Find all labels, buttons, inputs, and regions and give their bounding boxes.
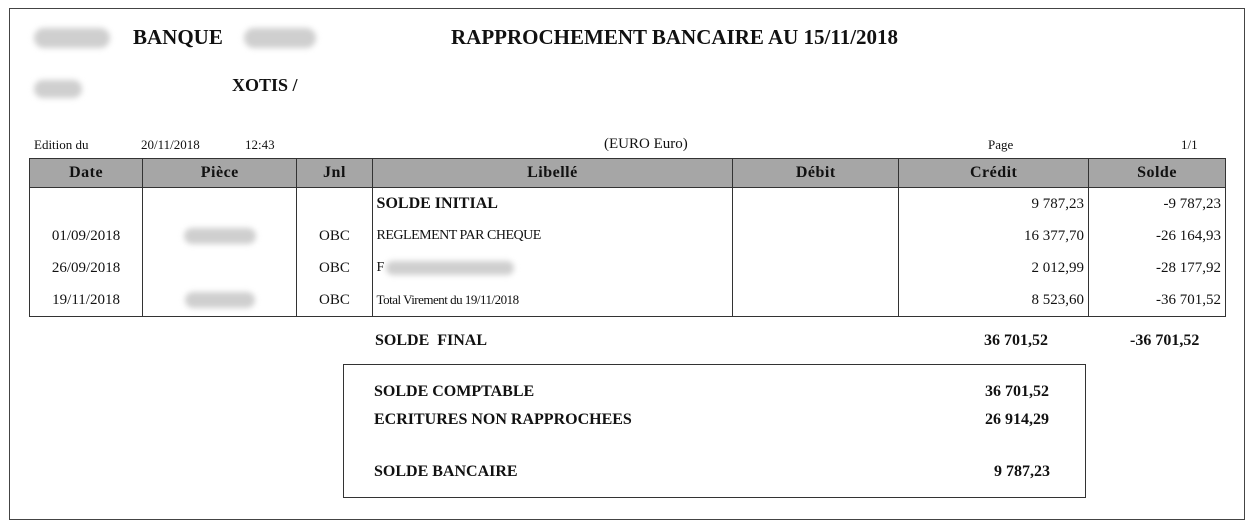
solde-final-credit: 36 701,52 [984,332,1048,349]
col-credit: Crédit [899,159,1089,188]
solde-comptable-value: 36 701,52 [985,383,1049,400]
cell-solde: -28 177,92 [1089,252,1226,284]
cell-credit: 2 012,99 [899,252,1089,284]
libelle-text: F [376,260,384,275]
redacted-bank-code [34,28,110,48]
cell-piece [143,284,297,317]
col-solde: Solde [1089,159,1226,188]
table-header-row [30,159,1226,188]
page-number: 1/1 [1181,137,1198,152]
edition-date: 20/11/2018 [141,137,200,152]
col-debit: Débit [733,159,899,188]
table-row [30,284,1226,317]
cell-solde: -26 164,93 [1089,220,1226,252]
table-row [30,220,1226,252]
solde-comptable-label: SOLDE COMPTABLE [374,383,535,400]
cell-libelle: SOLDE INITIAL [372,188,733,221]
solde-bancaire-value: 9 787,23 [994,463,1050,480]
solde-final-label: SOLDE FINAL [375,332,488,349]
cell-solde: -36 701,52 [1089,284,1226,317]
ecritures-non-rapprochees-value: 26 914,29 [985,411,1049,428]
cell-solde: -9 787,23 [1089,188,1226,221]
cell-libelle: REGLEMENT PAR CHEQUE [372,220,733,252]
redacted-bank-name [244,28,316,48]
col-jnl: Jnl [297,159,372,188]
cell-piece [143,220,297,252]
cell-jnl: OBC [297,220,372,252]
edition-time: 12:43 [245,137,275,152]
redacted-piece [184,228,256,244]
edition-label: Edition du [34,137,89,152]
company-label: XOTIS / [232,75,298,95]
col-libelle: Libellé [372,159,733,188]
cell-jnl [297,188,372,221]
col-piece: Pièce [143,159,297,188]
cell-date: 01/09/2018 [30,220,143,252]
page-label: Page [988,137,1014,152]
table-row [30,188,1226,221]
cell-date: 26/09/2018 [30,252,143,284]
cell-piece [143,252,297,284]
currency-label: (EURO Euro) [604,136,688,152]
ecritures-non-rapprochees-label: ECRITURES NON RAPPROCHEES [374,411,632,428]
cell-libelle: Total Virement du 19/11/2018 [372,284,733,317]
col-date: Date [30,159,143,188]
cell-credit: 16 377,70 [899,220,1089,252]
solde-final-solde: -36 701,52 [1130,332,1200,349]
cell-libelle [372,252,733,284]
cell-debit [733,220,899,252]
reconciliation-table [29,158,1226,317]
table-row [30,252,1226,284]
summary-box [343,364,1086,498]
redacted-piece [185,292,255,308]
cell-debit [733,188,899,221]
cell-credit: 9 787,23 [899,188,1089,221]
cell-date [30,188,143,221]
redacted-company-code [34,80,82,98]
cell-jnl: OBC [297,284,372,317]
cell-jnl: OBC [297,252,372,284]
cell-credit: 8 523,60 [899,284,1089,317]
page-title: RAPPROCHEMENT BANCAIRE AU 15/11/2018 [451,25,899,49]
bank-label: BANQUE [133,25,223,49]
cell-date: 19/11/2018 [30,284,143,317]
solde-bancaire-label: SOLDE BANCAIRE [374,463,518,480]
redacted-libelle [386,261,514,275]
cell-debit [733,284,899,317]
cell-debit [733,252,899,284]
cell-piece [143,188,297,221]
